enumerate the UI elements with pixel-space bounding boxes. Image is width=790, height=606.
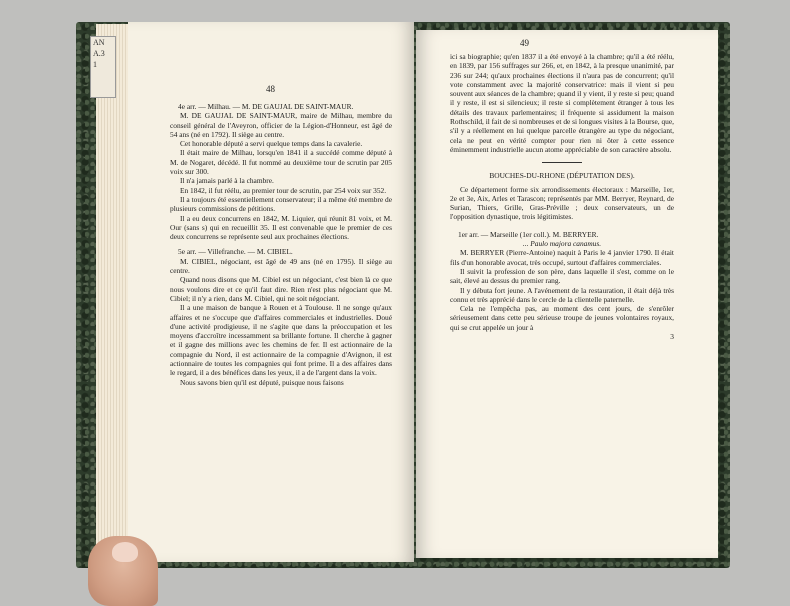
section-rule [542, 162, 582, 163]
paragraph: M. BERRYER (Pierre-Antoine) naquit à Paris le 4 janvier 1790. Il était fils d'un honorable avocat, très occupé, surtout d'affaires commerciales. [450, 248, 674, 267]
paragraph: Il a une maison de banque à Rouen et à Toulouse. Il ne songe qu'aux affaires et ne s'occupe que d'affaires commerciales et industrielles. Doué d'une activité prodigieuse, il ne s'agite que dans la préoccupation et les moyens d'accroître incessamment sa brillante fortune. Il cherche à gagner et il gagne des millions avec les chemins de fer. Il est actionnaire de la compagnie du Nord, il est actionnaire de la compagnie d'Avignon, il est actionnaire de toutes les compagnies qui font prime. Il a des affaires dans le regard, il a des bénéfices dans les yeux, il a de l'argent dans la voix. [170, 303, 392, 378]
right-page [416, 30, 718, 558]
paragraph: M. CIBIEL, négociant, est âgé de 49 ans (né en 1795). Il siège au centre. [170, 256, 392, 276]
paragraph: Ce département forme six arrondissements électoraux : Marseille, 1er, 2e et 3e, Aix, Arles et Tarascon; représentés par MM. Berryer, Reynard, de Surian, Thiers, Grille, Gras-Préville ; deux conservateurs, un de l'opposition dynastique, trois légitimistes. [450, 184, 674, 222]
paragraph: Il était maire de Milhau, lorsqu'en 1841 il a succédé comme député à M. de Nogaret, décédé. Il fut nommé au deuxième tour de scrutin par 205 voix sur 300. [170, 148, 392, 177]
paragraph: Cet honorable député a servi quelque temps dans la cavalerie. [180, 139, 363, 149]
berryer-heading: 1er arr. — Marseille (1er coll.). M. BERRYER. [458, 229, 599, 239]
signature-mark: 3 [670, 332, 674, 342]
page-number-right: 49 [520, 38, 529, 48]
library-label: AN A.3 1 [90, 36, 116, 98]
paragraph: Nous savons bien qu'il est député, puisque nous faisons [180, 377, 344, 387]
paragraph: Quand nous disons que M. Cibiel est un négociant, c'est bien là ce que nous voulons dire et ce qu'il faut dire. Rien n'est plus négociant que M. Cibiel; il n'y a rien, dans M. Cibiel, qui ne soit négociant. [170, 275, 392, 303]
paragraph: Il a eu deux concurrens en 1842, M. Liquier, qui réunit 81 voix, et M. Our (sans s) qui en recueillit 35. Il est convenable que le premier de ces deux concurrens se représente seul aux prochaines élections. [170, 213, 392, 242]
paragraph: Il suivit la profession de son père, dans laquelle il s'est, comme on le sait, élevé au dessus du premier rang. [450, 266, 674, 286]
paragraph: 5e arr. — Villefranche. — M. CIBIEL. [178, 247, 293, 257]
paragraph: En 1842, il fut réélu, au premier tour de scrutin, par 254 voix sur 352. [180, 185, 387, 195]
page-number-left: 48 [266, 84, 275, 94]
paragraph: Il y débuta fort jeune. A l'avénement de la restauration, il était déjà très connu et très apprécié dans le cercle de la clientelle paternelle. [450, 285, 674, 304]
thumbnail [112, 542, 138, 562]
paragraph: M. DE GAUJAL DE SAINT-MAUR, maire de Milhau, membre du conseil général de l'Aveyron, officier de la Légion-d'Honneur, est âgé de 54 ans (né en 1792). Il siège au centre. [170, 111, 392, 139]
paragraph: Il a toujours été essentiellement conservateur; il a même été membre de plusieurs commissions de pétitions. [170, 194, 392, 214]
epigraph: ... Paulo majora canamus. [522, 239, 602, 249]
paragraph: Cela ne l'empêcha pas, au moment des cent jours, de s'enrôler sérieusement dans cette peu sérieuse troupe de jeunes volontaires royaux, qui se crut appelée un jour à [450, 304, 674, 332]
page-block-edge [96, 24, 132, 560]
paragraph: Il n'a jamais parlé à la chambre. [180, 176, 274, 186]
paragraph: 4e arr. — Milhau. — M. DE GAUJAL DE SAINT-MAUR. [178, 102, 354, 111]
right-page-text [450, 52, 674, 341]
paragraph: ici sa biographie; qu'en 1837 il a été envoyé à la chambre; qu'il a été réélu, en 1839, par 156 suffrages sur 266, et, en 1842, à la presque unanimité, par 236 sur 244; qu'aux prochaines élections il n'aura pas de concurrent; qu'il vote constamment avec la majorité conservatrice: mais il vient si peu souvent aux séances de la chambre; quand il y vient, il y reste si peu; quand il y reste, il est si silencieux; il reste si complètement étranger à tous les détails des travaux parlementaires; il fréquente si assidument la maison Rothschild, il fait de si nombreuses et de si longues visites à la Bourse, que, s'il y a réellement en lui quelque parcelle étrangère au type du négociant, cela ne peut en vérité compter pour rien ni ôter à cette essence éminemment industrielle aucun atome appréciable de son caractère absolu. [450, 52, 674, 154]
left-page-text [170, 102, 392, 387]
left-page [128, 22, 414, 562]
section-title: BOUCHES-DU-RHONE (DÉPUTATION DES). [489, 171, 635, 181]
